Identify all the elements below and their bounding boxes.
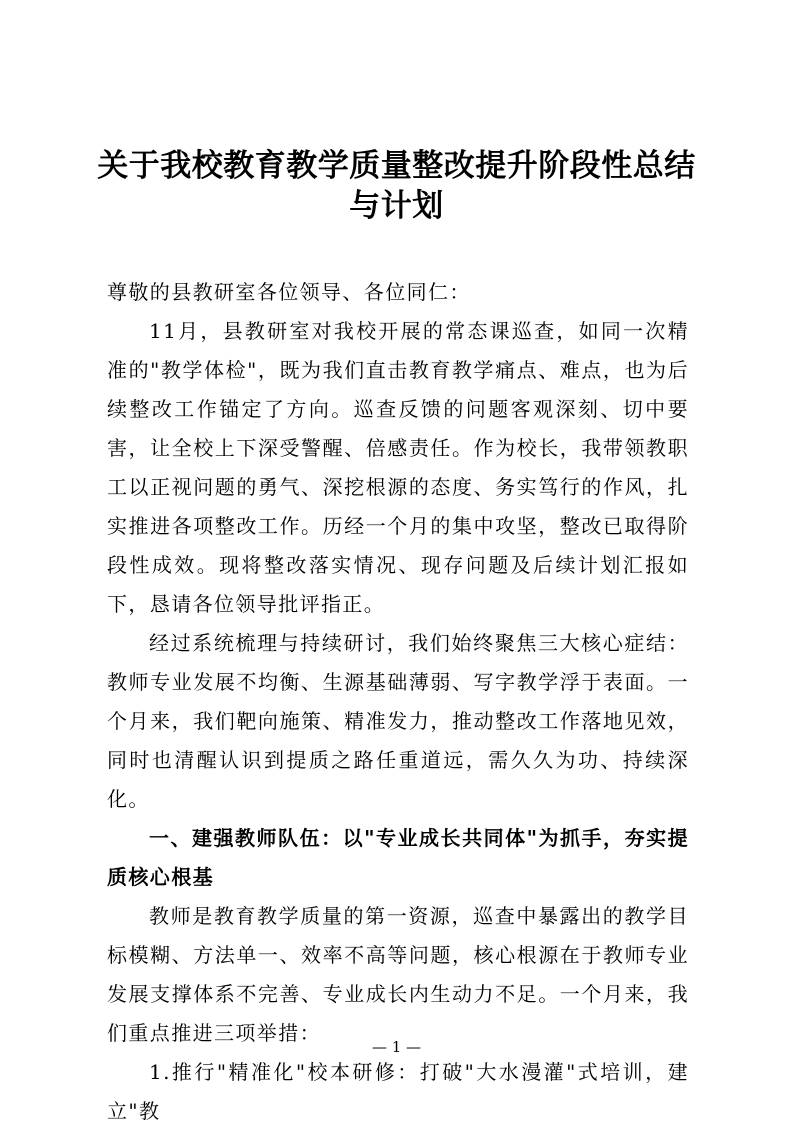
- paragraph-overview: 经过系统梳理与持续研讨，我们始终聚焦三大核心症结：教师专业发展不均衡、生源基础薄弱、写字教学浮于表面。一个月来，我们靶向施策、精准发力，推动整改工作落地见效，同时也清醒认识到提质之路任重道远，需久久为功、持续深化。: [107, 631, 689, 811]
- section-1-item-1: 1.推行"精准化"校本研修：打破"大水漫灌"式培训，建立"教: [107, 1060, 689, 1123]
- section-1-paragraph: 教师是教育教学质量的第一资源，巡查中暴露出的教学目标模糊、方法单一、效率不高等问题，核心根源在于教师专业发展支撑体系不完善、专业成长内生动力不足。一个月来，我们重点推进三项举措：: [107, 904, 689, 1045]
- document-title: 关于我校教育教学质量整改提升阶段性总结与计划: [97, 148, 696, 224]
- document-body: [107, 273, 689, 1131]
- page-number: — 1 —: [371, 1038, 422, 1056]
- section-heading-1: 一、建强教师队伍：以"专业成长共同体"为抓手，夯实提质核心根基: [107, 826, 689, 889]
- salutation: 尊敬的县教研室各位领导、各位同仁：: [107, 280, 471, 304]
- paragraph-intro: 11月，县教研室对我校开展的常态课巡查，如同一次精准的"教学体检"，既为我们直击教育教学痛点、难点，也为后续整改工作锚定了方向。巡查反馈的问题客观深刻、切中要害，让全校上下深受警醒、倍感责任。作为校长，我带领教职工以正视问题的勇气、深挖根源的态度、务实笃行的作风，扎实推进各项整改工作。历经一个月的集中攻坚，整改已取得阶段性成效。现将整改落实情况、现存问题及后续计划汇报如下，恳请各位领导批评指正。: [107, 319, 689, 616]
